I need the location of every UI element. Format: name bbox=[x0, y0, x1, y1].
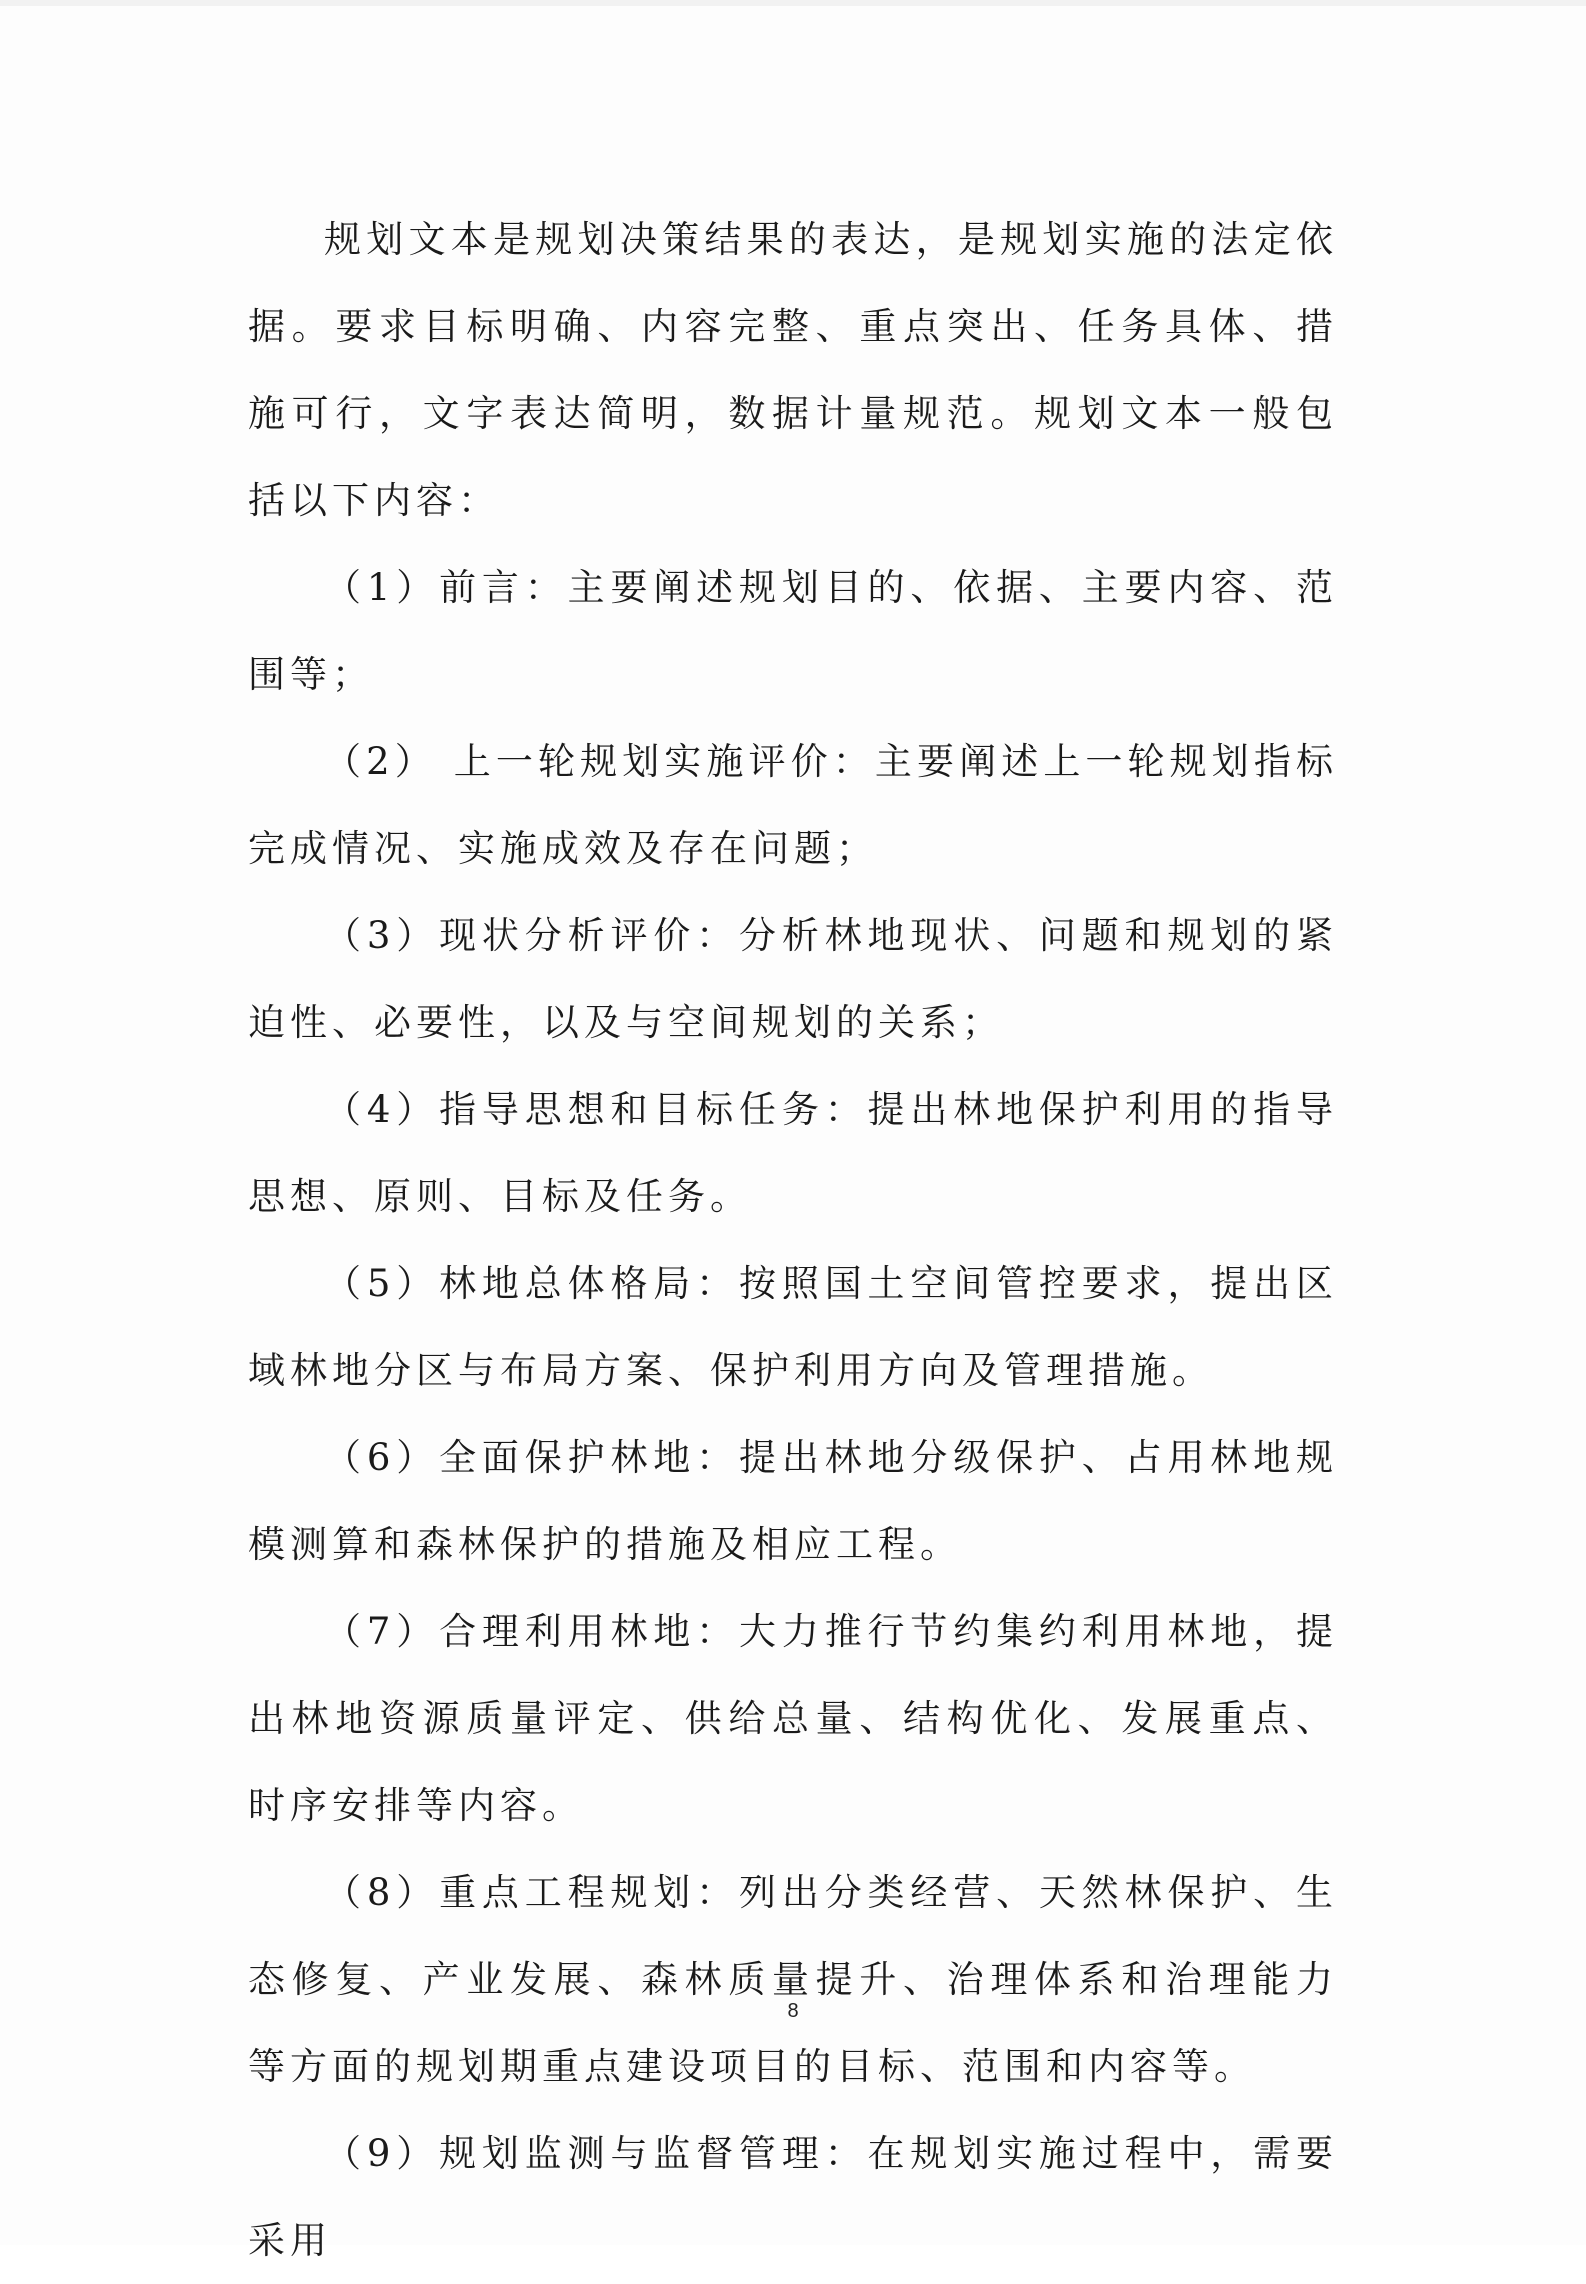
paragraph-item-1: （1）前言：主要阐述规划目的、依据、主要内容、范围等； bbox=[248, 566, 1338, 696]
page-number: 8 bbox=[787, 2000, 799, 2022]
paragraph-item-4: （4）指导思想和目标任务：提出林地保护利用的指导思想、原则、目标及任务。 bbox=[248, 1088, 1338, 1218]
paragraph-item-6: （6）全面保护林地：提出林地分级保护、占用林地规模测算和森林保护的措施及相应工程。 bbox=[248, 1436, 1338, 1566]
paragraph-item-8: （8）重点工程规划：列出分类经营、天然林保护、生态修复、产业发展、森林质量提升、治理体系和治理能力等方面的规划期重点建设项目的目标、范围和内容等。 bbox=[248, 1871, 1338, 2088]
paragraph-item-7: （7）合理利用林地：大力推行节约集约利用林地，提出林地资源质量评定、供给总量、结构优化、发展重点、时序安排等内容。 bbox=[248, 1610, 1338, 1827]
scan-edge bbox=[0, 0, 1586, 6]
paragraph-item-5: （5）林地总体格局：按照国土空间管控要求，提出区域林地分区与布局方案、保护利用方向及管理措施。 bbox=[248, 1262, 1338, 1392]
paragraph-item-3: （3）现状分析评价：分析林地现状、问题和规划的紧迫性、必要性，以及与空间规划的关系； bbox=[248, 914, 1338, 1044]
paragraph-intro: 规划文本是规划决策结果的表达，是规划实施的法定依据。要求目标明确、内容完整、重点突出、任务具体、措施可行，文字表达简明，数据计量规范。规划文本一般包括以下内容： bbox=[248, 218, 1338, 522]
paragraph-item-2: （2） 上一轮规划实施评价：主要阐述上一轮规划指标完成情况、实施成效及存在问题； bbox=[248, 740, 1338, 870]
paragraph-item-9: （9）规划监测与监督管理：在规划实施过程中，需要采用 bbox=[248, 2132, 1338, 2262]
body-text bbox=[248, 196, 1338, 2284]
